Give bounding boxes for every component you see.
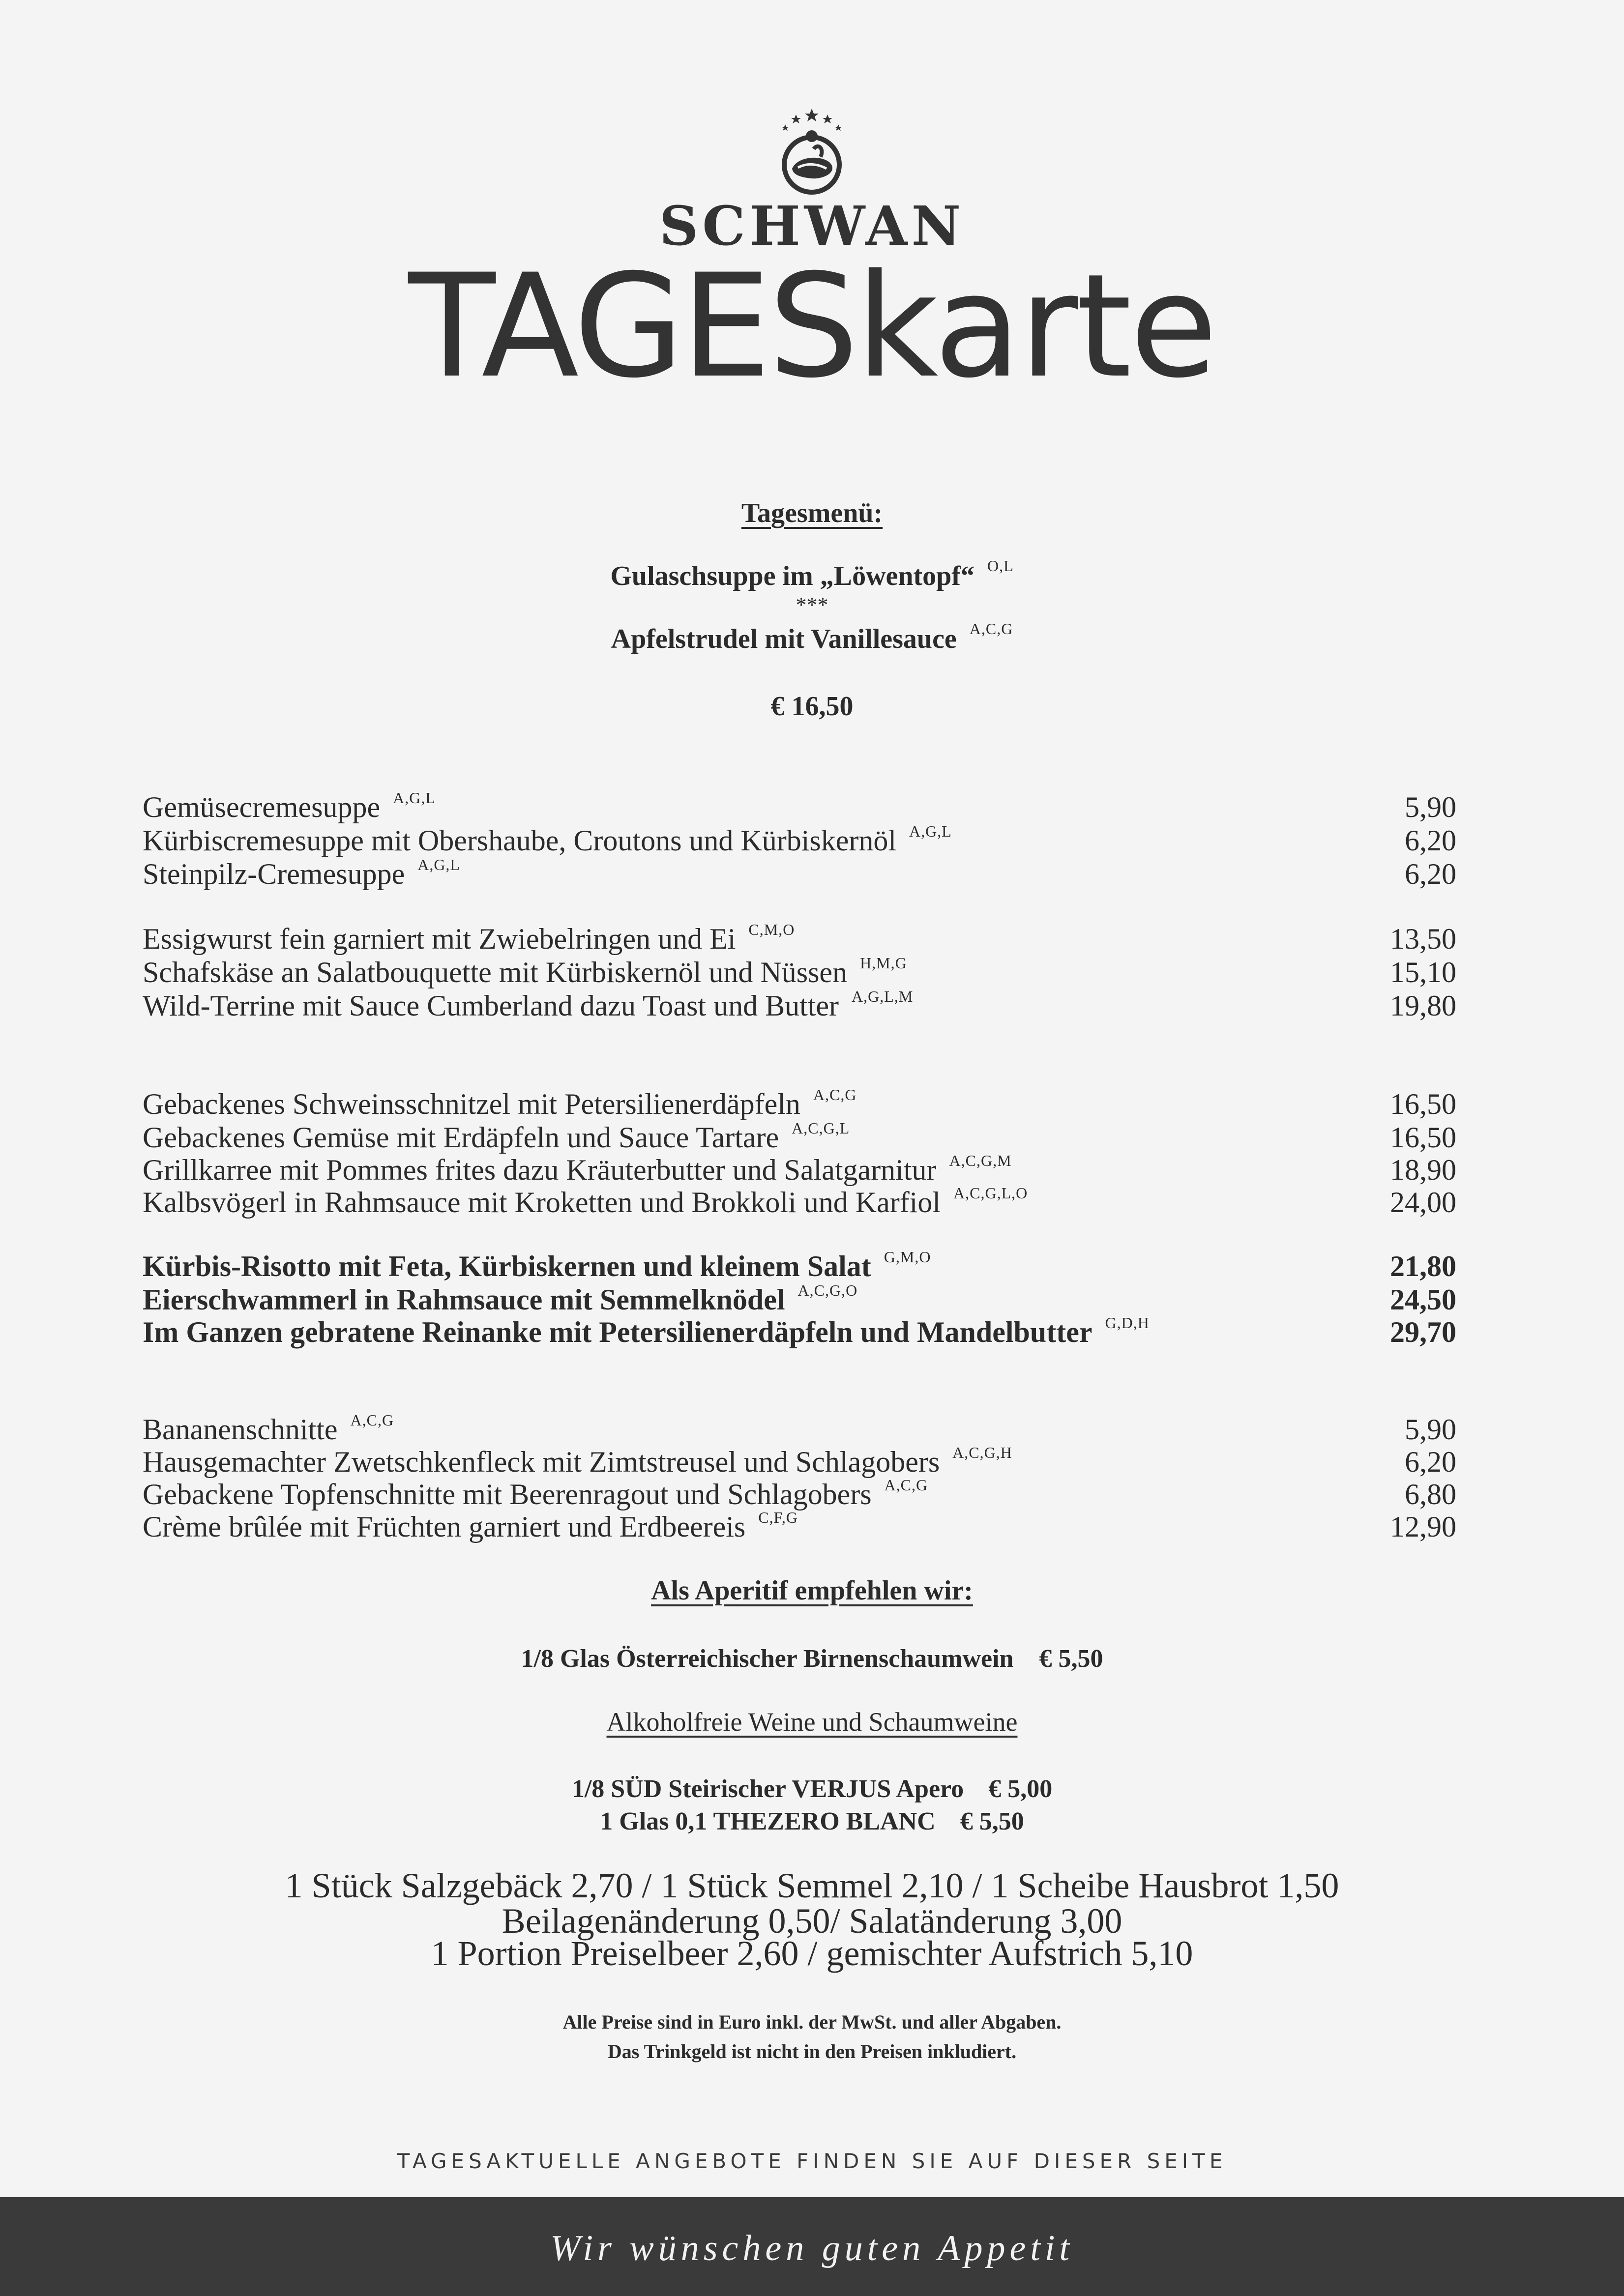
- item-price: 12,90: [1390, 1511, 1456, 1543]
- menu-item: [143, 1153, 1456, 1187]
- item-price: 16,50: [1390, 1088, 1456, 1120]
- tagesmenu-heading: Tagesmenü:: [741, 498, 883, 528]
- menu-item: [143, 1510, 1456, 1543]
- item-allergens: A,C,G,M: [949, 1152, 1012, 1169]
- alcoholfree-heading: Alkoholfreie Weine und Schaumweine: [606, 1707, 1018, 1737]
- footer-band: [0, 2197, 1624, 2296]
- page-title: [0, 244, 1624, 409]
- item-allergens: H,M,G: [860, 954, 907, 972]
- item-price: 6,20: [1405, 824, 1456, 857]
- item-price: 5,90: [1405, 791, 1456, 823]
- title-caps: TAGES: [408, 244, 856, 409]
- menu-item: [143, 956, 1456, 989]
- item-name: Bananenschnitte: [143, 1413, 338, 1446]
- title-lower: karte: [856, 244, 1216, 409]
- menu-item-special: [143, 1250, 1456, 1283]
- brand-name: SCHWAN: [659, 194, 965, 258]
- item-name: Gemüsecremesuppe: [143, 791, 381, 823]
- course2-name: Apfelstrudel mit Vanillesauce: [611, 624, 957, 654]
- aperitif-name: 1/8 Glas Österreichischer Birnenschaumwein: [521, 1645, 1014, 1673]
- alcoholfree-item2-price: € 5,50: [960, 1807, 1024, 1835]
- item-name: Essigwurst fein garniert mit Zwiebelringen und Ei: [143, 923, 736, 955]
- swan-logo-icon: [763, 106, 861, 199]
- item-name: Eierschwammerl in Rahmsauce mit Semmelknödel: [143, 1283, 785, 1316]
- item-price: 18,90: [1390, 1154, 1456, 1186]
- menu-item: [143, 1445, 1456, 1479]
- item-allergens: A,G,L,M: [852, 988, 914, 1005]
- course1-allergens: O,L: [987, 557, 1014, 575]
- item-allergens: A,C,G,O: [797, 1281, 858, 1299]
- alcoholfree-item1: [0, 1774, 1624, 1803]
- item-price: 6,20: [1405, 858, 1456, 890]
- item-price: 15,10: [1390, 956, 1456, 988]
- menu-item: [143, 1478, 1456, 1511]
- item-price: 24,50: [1390, 1283, 1456, 1316]
- item-allergens: C,F,G: [758, 1509, 798, 1526]
- menu-item: [143, 1413, 1456, 1446]
- item-name: Gebackenes Schweinsschnitzel mit Petersilienerdäpfeln: [143, 1088, 800, 1120]
- item-name: Schafskäse an Salatbouquette mit Kürbiskernöl und Nüssen: [143, 956, 848, 988]
- item-allergens: A,C,G,L,O: [953, 1184, 1028, 1202]
- sides-line-2: Beilagenänderung 0,50/ Salatänderung 3,00: [502, 1901, 1122, 1941]
- item-price: 13,50: [1390, 923, 1456, 955]
- item-allergens: A,G,L: [417, 856, 460, 873]
- menu-item: [143, 857, 1456, 891]
- menu-item: [143, 989, 1456, 1022]
- item-allergens: G,M,O: [884, 1248, 931, 1266]
- price-note-2: Das Trinkgeld ist nicht in den Preisen inkludiert.: [607, 2040, 1017, 2063]
- item-name: Kürbiscremesuppe mit Obershaube, Croutons und Kürbiskernöl: [143, 824, 897, 857]
- aperitif-heading: Als Aperitif empfehlen wir:: [651, 1575, 973, 1606]
- menu-item: [143, 1087, 1456, 1121]
- item-name: Gebackene Topfenschnitte mit Beerenragout und Schlagobers: [143, 1478, 872, 1511]
- item-allergens: C,M,O: [748, 921, 795, 938]
- item-name: Wild-Terrine mit Sauce Cumberland dazu Toast und Butter: [143, 989, 839, 1022]
- item-allergens: A,C,G: [813, 1086, 857, 1104]
- item-price: 24,00: [1390, 1186, 1456, 1219]
- item-allergens: G,D,H: [1105, 1314, 1150, 1332]
- item-name: Steinpilz-Cremesuppe: [143, 858, 405, 890]
- item-name: Im Ganzen gebratene Reinanke mit Petersilienerdäpfeln und Mandelbutter: [143, 1316, 1093, 1348]
- course-separator: ***: [796, 593, 828, 617]
- item-allergens: A,C,G,H: [952, 1444, 1012, 1461]
- tagesmenu-price: € 16,50: [770, 691, 854, 722]
- menu-item-special: [143, 1283, 1456, 1316]
- item-allergens: A,C,G: [884, 1476, 928, 1494]
- item-name: Hausgemachter Zwetschkenfleck mit Zimtstreusel und Schlagobers: [143, 1446, 940, 1478]
- menu-item: [143, 824, 1456, 857]
- menu-item: [143, 790, 1456, 824]
- item-price: 19,80: [1390, 989, 1456, 1022]
- alcoholfree-item2: [0, 1807, 1624, 1836]
- alcoholfree-item1-price: € 5,00: [988, 1775, 1053, 1803]
- alcoholfree-item1-name: 1/8 SÜD Steirischer VERJUS Apero: [571, 1775, 964, 1803]
- price-note-1: Alle Preise sind in Euro inkl. der MwSt. und aller Abgaben.: [562, 2011, 1062, 2033]
- item-name: Gebackenes Gemüse mit Erdäpfeln und Sauce Tartare: [143, 1121, 779, 1154]
- menu-item-special: [143, 1315, 1456, 1349]
- item-name: Kalbsvögerl in Rahmsauce mit Kroketten und Brokkoli und Karfiol: [143, 1186, 941, 1219]
- item-price: 21,80: [1390, 1250, 1456, 1282]
- item-price: 29,70: [1390, 1316, 1456, 1348]
- menu-item: [143, 1121, 1456, 1154]
- item-price: 16,50: [1390, 1121, 1456, 1154]
- sides-line-1: 1 Stück Salzgebäck 2,70 / 1 Stück Semmel 2,10 / 1 Scheibe Hausbrot 1,50: [285, 1866, 1339, 1905]
- item-allergens: A,G,L: [909, 822, 952, 840]
- footer-band-text: Wir wünschen guten Appetit: [550, 2228, 1074, 2268]
- menu-item: [143, 922, 1456, 956]
- item-name: Crème brûlée mit Früchten garniert und Erdbeereis: [143, 1511, 746, 1543]
- course2-allergens: A,C,G: [969, 620, 1013, 638]
- course1-name: Gulaschsuppe im „Löwentopf“: [610, 561, 974, 591]
- item-price: 6,20: [1405, 1446, 1456, 1478]
- item-allergens: A,C,G: [350, 1411, 394, 1429]
- item-name: Kürbis-Risotto mit Feta, Kürbiskernen und kleinem Salat: [143, 1250, 871, 1282]
- aperitif-item: [0, 1644, 1624, 1673]
- item-allergens: A,C,G,L: [792, 1119, 850, 1137]
- aperitif-price: € 5,50: [1039, 1645, 1103, 1673]
- sides-line-3: 1 Portion Preiselbeer 2,60 / gemischter Aufstrich 5,10: [431, 1934, 1193, 1973]
- tagesmenu-course2: [0, 620, 1624, 655]
- item-name: Grillkarree mit Pommes frites dazu Kräuterbutter und Salatgarnitur: [143, 1154, 937, 1186]
- item-allergens: A,G,L: [393, 789, 436, 807]
- tagesmenu-course1: [0, 557, 1624, 592]
- item-price: 5,90: [1405, 1413, 1456, 1446]
- footer-info: TAGESAKTUELLE ANGEBOTE FINDEN SIE AUF DIESER SEITE: [397, 2149, 1227, 2173]
- menu-item: [143, 1186, 1456, 1219]
- item-price: 6,80: [1405, 1478, 1456, 1511]
- alcoholfree-item2-name: 1 Glas 0,1 THEZERO BLANC: [600, 1807, 936, 1835]
